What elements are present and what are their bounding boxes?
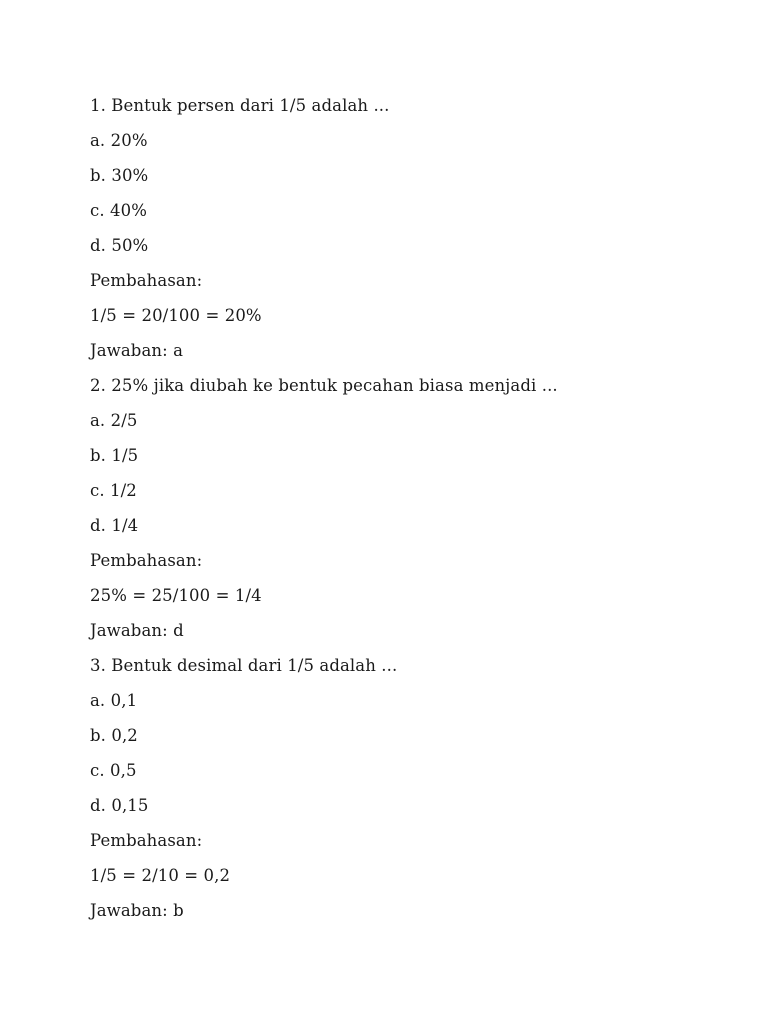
answer-text: Jawaban: b: [90, 901, 184, 920]
discussion-label: Pembahasan:: [90, 551, 203, 570]
discussion-label: Pembahasan:: [90, 271, 203, 290]
option-c: c. 1/2: [90, 481, 137, 500]
discussion-text: 25% = 25/100 = 1/4: [90, 586, 262, 605]
discussion-text: 1/5 = 2/10 = 0,2: [90, 866, 231, 885]
option-c: c. 0,5: [90, 761, 137, 780]
option-c: c. 40%: [90, 201, 148, 220]
question-text: 1. Bentuk persen dari 1/5 adalah ...: [90, 96, 390, 115]
option-a: a. 20%: [90, 131, 148, 150]
option-b: b. 1/5: [90, 446, 139, 465]
option-b: b. 30%: [90, 166, 149, 185]
question-block-1: [90, 88, 730, 368]
option-d: d. 1/4: [90, 516, 139, 535]
discussion-text: 1/5 = 20/100 = 20%: [90, 306, 262, 325]
option-a: a. 2/5: [90, 411, 138, 430]
option-d: d. 50%: [90, 236, 149, 255]
answer-text: Jawaban: d: [90, 621, 184, 640]
question-block-2: [90, 368, 730, 648]
question-text: 2. 25% jika diubah ke bentuk pecahan biasa menjadi ...: [90, 376, 558, 395]
question-block-3: [90, 648, 730, 928]
option-d: d. 0,15: [90, 796, 149, 815]
option-b: b. 0,2: [90, 726, 138, 745]
document-page: [90, 88, 730, 928]
answer-text: Jawaban: a: [90, 341, 184, 360]
discussion-label: Pembahasan:: [90, 831, 203, 850]
option-a: a. 0,1: [90, 691, 138, 710]
question-text: 3. Bentuk desimal dari 1/5 adalah ...: [90, 656, 398, 675]
